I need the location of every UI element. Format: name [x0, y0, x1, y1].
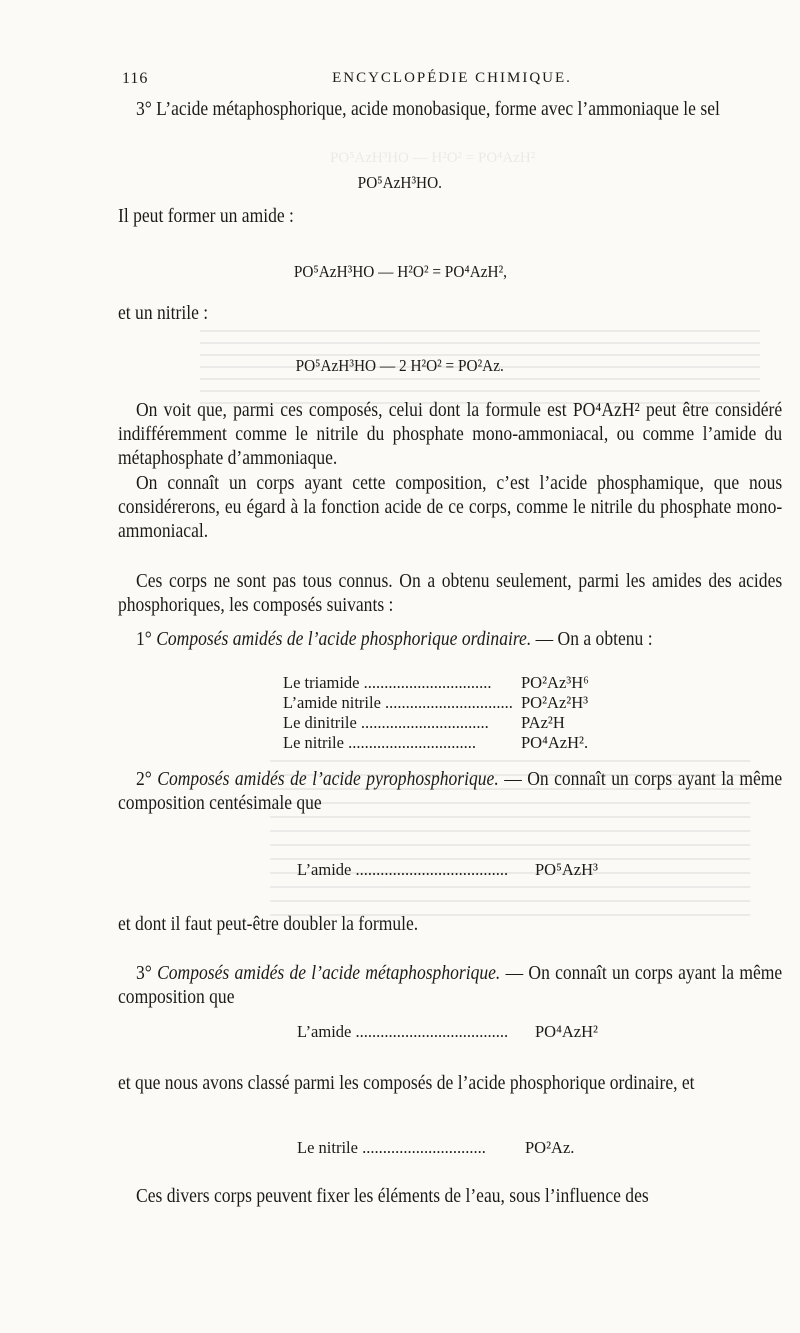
list-item: Le nitrile ............................... PO⁴AzH².	[283, 733, 589, 752]
paragraph: On connaît un corps ayant cette composition, c’est l’acide phosphamique, que nous considérerons, eu égard à la fonction acide de ce corps, comme le nitrile du phosphate mono-ammoniacal.	[118, 473, 783, 542]
section-heading-2: 2° Composés amidés de l’acide pyrophosphorique. — On connaît un corps ayant la même composition centésimale que	[118, 769, 783, 814]
compound-list	[297, 1022, 655, 1042]
section-title: Composés amidés de l’acide métaphosphorique.	[157, 963, 501, 984]
paragraph: et dont il faut peut-être doubler la formule.	[118, 914, 419, 935]
compound-list	[297, 1138, 645, 1158]
paragraph: et un nitrile :	[118, 303, 209, 324]
running-title: ENCYCLOPÉDIE CHIMIQUE.	[332, 70, 572, 86]
formula-salt: PO⁵AzH³HO.	[357, 173, 443, 192]
paragraph: et que nous avons classé parmi les composés de l’acide phosphorique ordinaire, et	[118, 1073, 695, 1094]
list-item: Le nitrile .............................. PO²Az.	[297, 1138, 575, 1157]
paragraph: Ces corps ne sont pas tous connus. On a obtenu seulement, parmi les amides des acides phosphoriques, les composés suivants :	[118, 571, 783, 616]
list-item: Le triamide ............................... PO²Az³H⁶	[283, 673, 589, 692]
section-heading-1: 1° Composés amidés de l’acide phosphorique ordinaire. — On a obtenu :	[136, 629, 653, 650]
list-item: L’amide ..................................... PO⁵AzH³	[297, 860, 598, 879]
list-item: L’amide nitrile ............................... PO²Az²H³	[283, 693, 589, 712]
page-header	[122, 70, 782, 92]
section-title: Composés amidés de l’acide phosphorique ordinaire.	[156, 629, 532, 650]
section-heading-3: 3° Composés amidés de l’acide métaphosphorique. — On connaît un corps ayant la même composition que	[118, 963, 783, 1008]
paragraph: Il peut former un amide :	[118, 206, 294, 227]
page-number: 116	[122, 70, 149, 87]
list-item: Le dinitrile ............................... PAz²H	[283, 713, 565, 732]
bleed-through-text: PO⁵AzH³HO — H²O² = PO⁴AzH²	[330, 150, 536, 166]
paragraph: 3° L’acide métaphosphorique, acide monobasique, forme avec l’ammoniaque le sel	[136, 99, 720, 120]
compound-list	[283, 673, 641, 753]
section-title: Composés amidés de l’acide pyrophosphorique.	[157, 769, 499, 790]
compound-list	[297, 860, 655, 880]
paragraph: On voit que, parmi ces composés, celui dont la formule est PO⁴AzH² peut être considéré indifféremment comme le nitrile du phosphate mono-ammoniacal, ou comme l’amide du métaphosphate d’ammoniaque.	[118, 400, 783, 469]
paragraph: Ces divers corps peuvent fixer les éléments de l’eau, sous l’influence des	[136, 1186, 649, 1207]
formula-amide: PO⁵AzH³HO — H²O² = PO⁴AzH²,	[293, 262, 507, 281]
list-item: L’amide ..................................... PO⁴AzH²	[297, 1022, 598, 1041]
formula-nitrile: PO⁵AzH³HO — 2 H²O² = PO²Az.	[295, 356, 505, 375]
